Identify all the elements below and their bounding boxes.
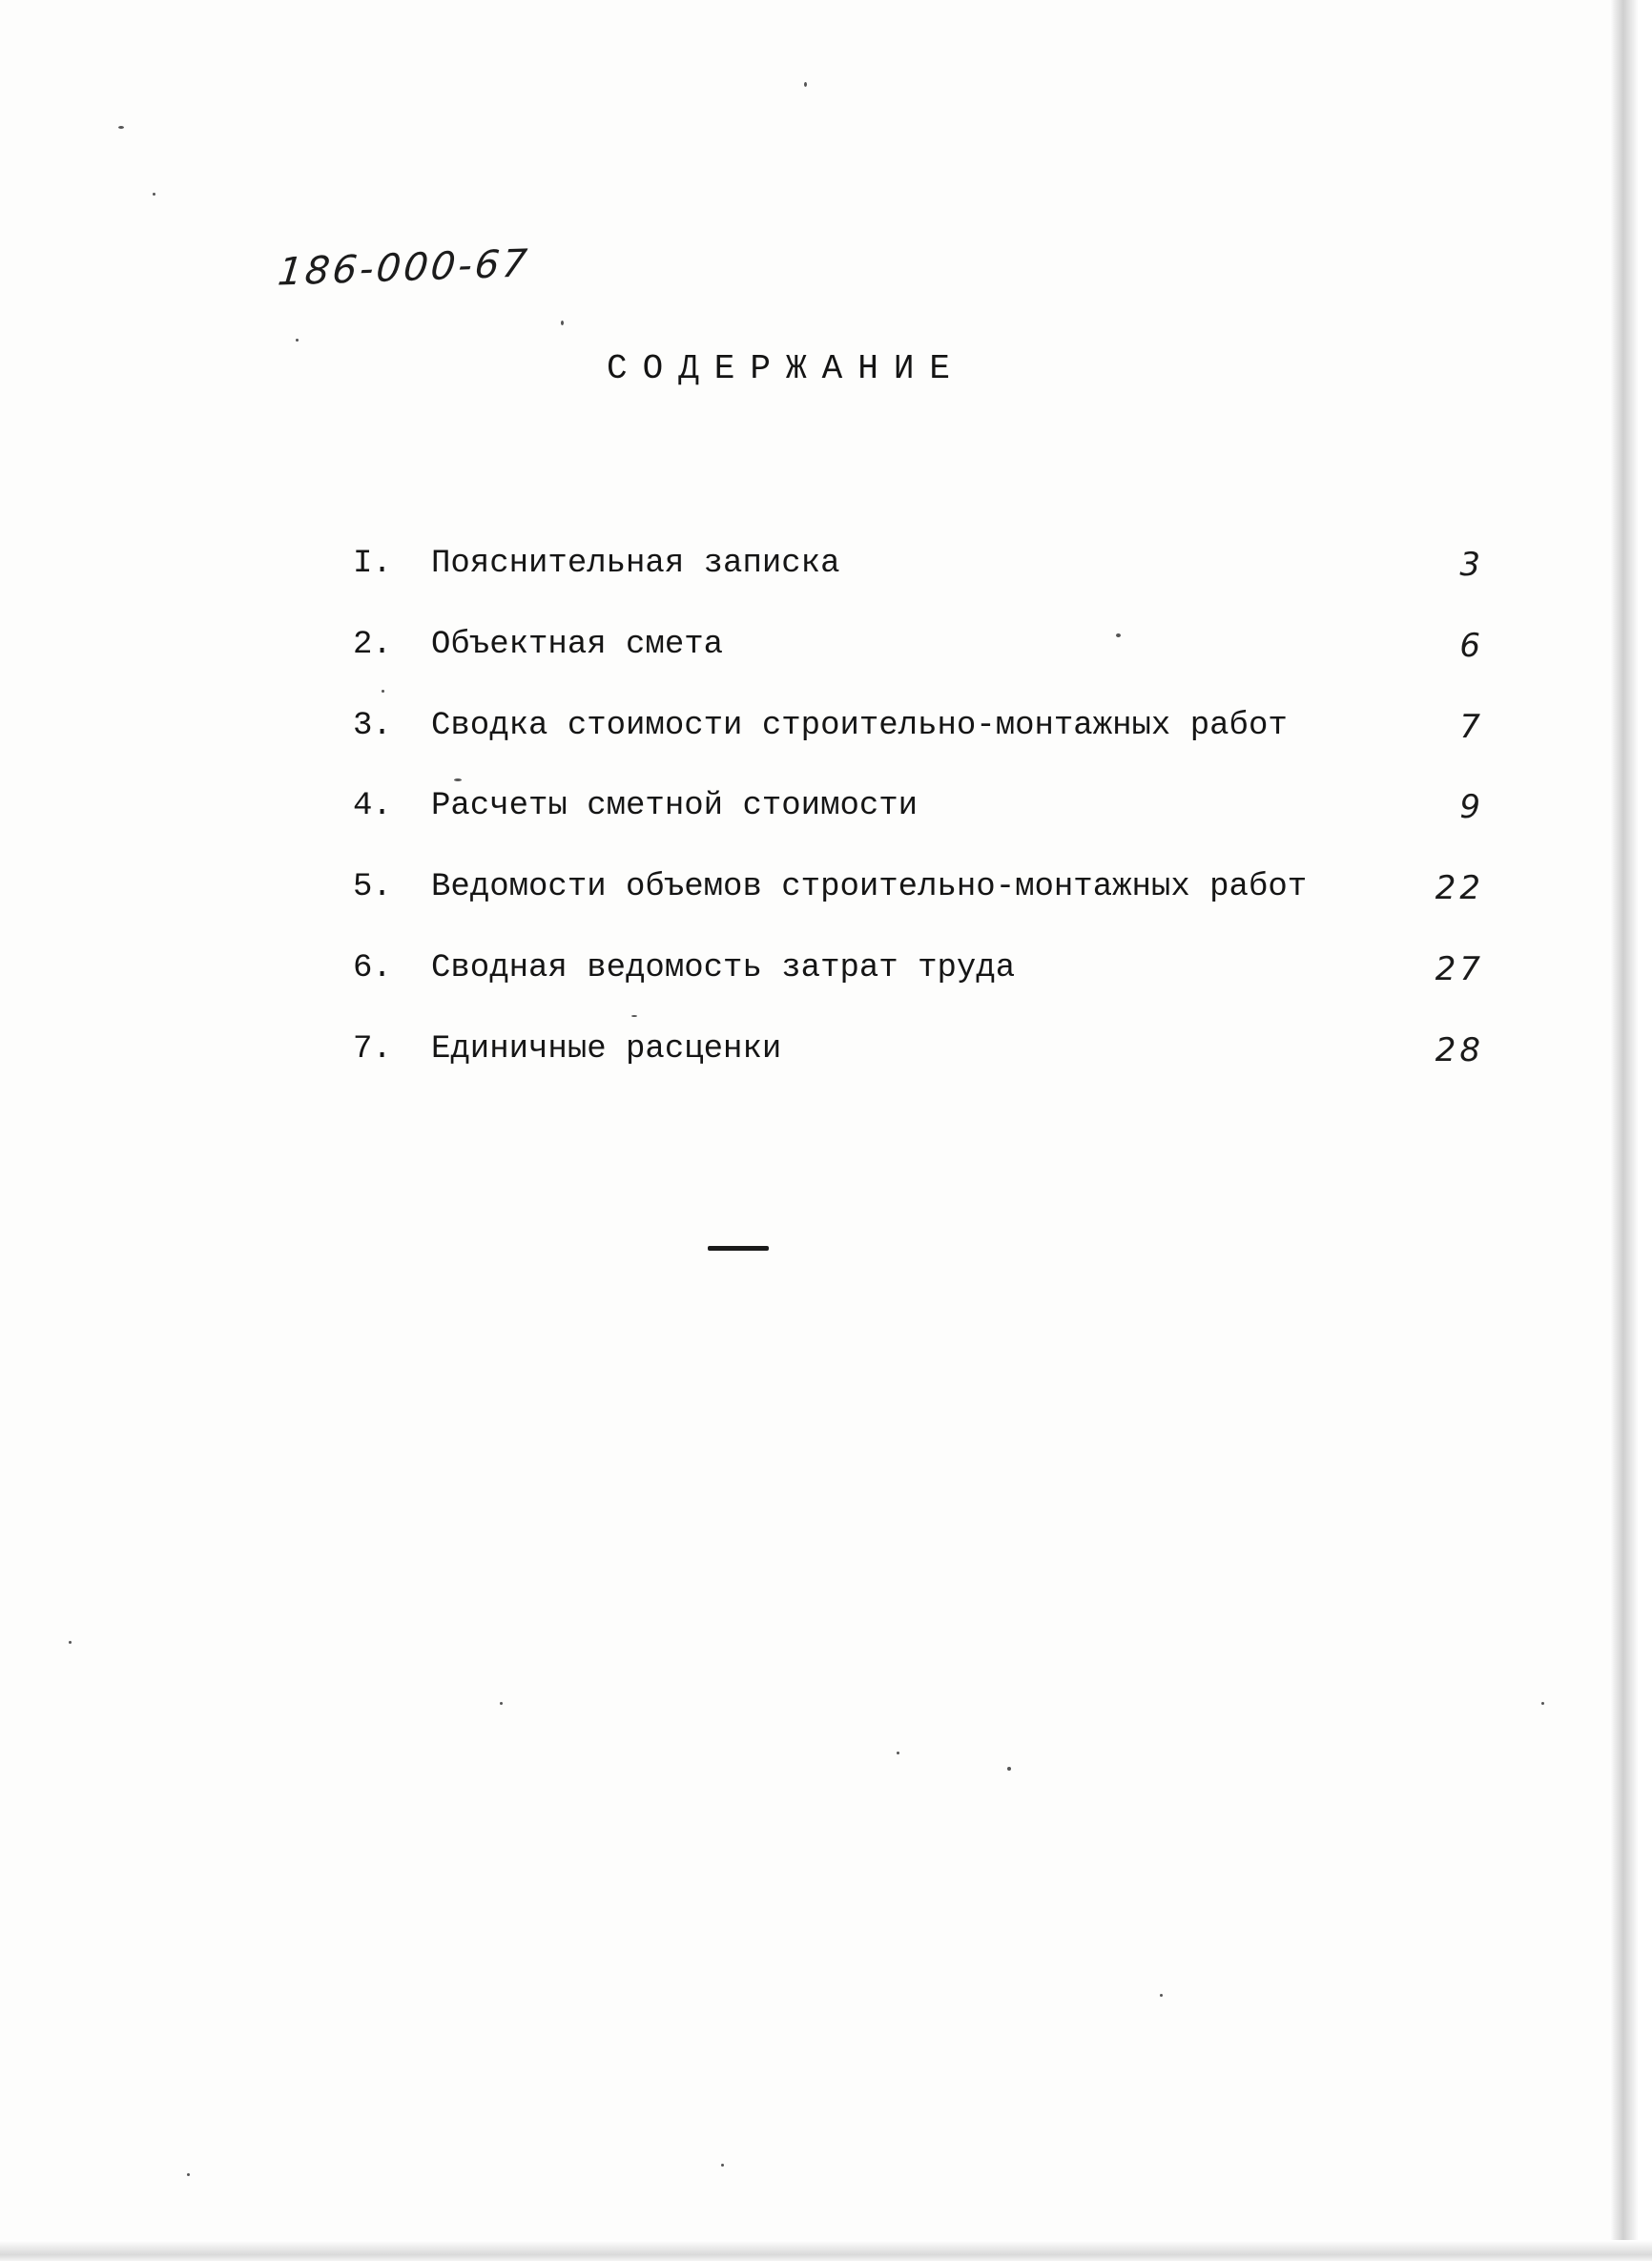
scan-speck bbox=[500, 1702, 503, 1705]
end-of-list-dash bbox=[708, 1246, 769, 1251]
toc-item bbox=[0, 546, 1652, 599]
scan-speck bbox=[296, 339, 299, 342]
toc-item-number: 2. bbox=[353, 627, 392, 663]
toc-item-title: Сводка стоимости строительно-монтажных работ bbox=[431, 708, 1288, 744]
scan-speck bbox=[118, 126, 124, 129]
toc-item bbox=[0, 869, 1652, 923]
scan-speck bbox=[187, 2173, 190, 2176]
scan-speck bbox=[804, 82, 807, 87]
toc-item-title: Объектная смета bbox=[431, 627, 724, 663]
toc-item-title: Пояснительная записка bbox=[431, 546, 840, 582]
toc-item-number: I. bbox=[353, 546, 392, 582]
toc-item-title: Единичные расценки bbox=[431, 1031, 782, 1068]
toc-item bbox=[0, 708, 1652, 761]
scan-speck bbox=[69, 1641, 72, 1644]
toc-item-title: Сводная ведомость затрат труда bbox=[431, 950, 1016, 986]
toc-item-number: 5. bbox=[353, 869, 392, 905]
toc-item bbox=[0, 950, 1652, 1004]
scan-speck bbox=[1116, 633, 1121, 637]
toc-item bbox=[0, 627, 1652, 680]
scan-speck bbox=[631, 1015, 637, 1017]
scan-speck bbox=[1541, 1702, 1544, 1705]
scan-speck bbox=[454, 778, 462, 781]
scan-speck bbox=[1160, 1994, 1163, 1997]
toc-item-number: 7. bbox=[353, 1031, 392, 1068]
toc-item-page: 3 bbox=[1459, 546, 1484, 584]
toc-item-page: 22 bbox=[1435, 869, 1484, 907]
toc-item-page: 6 bbox=[1459, 627, 1484, 665]
toc-item-title: Ведомости объемов строительно-монтажных работ bbox=[431, 869, 1308, 905]
toc-item-number: 4. bbox=[353, 788, 392, 824]
toc-item-page: 9 bbox=[1459, 788, 1484, 826]
scan-speck bbox=[561, 321, 564, 325]
handwritten-document-number: 186-000-67 bbox=[276, 241, 532, 295]
scan-bottom-shadow bbox=[0, 2240, 1652, 2261]
scan-speck bbox=[1007, 1767, 1011, 1771]
toc-item-title: Расчеты сметной стоимости bbox=[431, 788, 919, 824]
toc-item-page: 27 bbox=[1435, 950, 1484, 988]
scan-speck bbox=[382, 690, 384, 693]
scan-speck bbox=[153, 193, 155, 196]
toc-item-page: 28 bbox=[1435, 1031, 1484, 1069]
page-title: СОДЕРЖАНИЕ bbox=[607, 349, 966, 388]
toc-item-page: 7 bbox=[1459, 708, 1484, 746]
scan-speck bbox=[897, 1752, 899, 1754]
toc-item bbox=[0, 1031, 1652, 1085]
scan-speck bbox=[721, 2164, 724, 2167]
toc-item bbox=[0, 788, 1652, 841]
toc-item-number: 3. bbox=[353, 708, 392, 744]
toc-item-number: 6. bbox=[353, 950, 392, 986]
